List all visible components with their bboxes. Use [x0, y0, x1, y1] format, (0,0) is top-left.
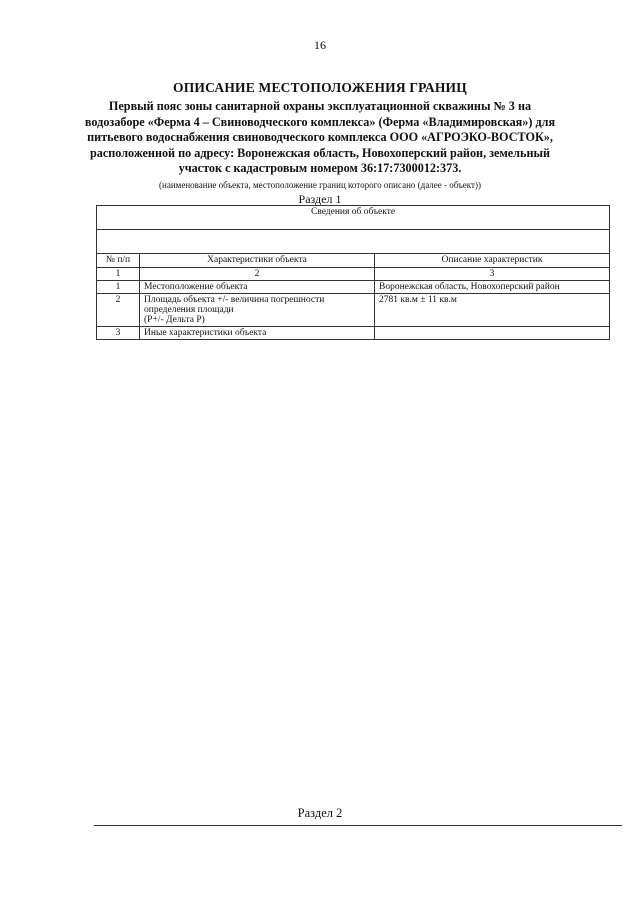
row-characteristic — [140, 294, 375, 327]
table-row — [97, 327, 610, 340]
row-description: 2781 кв.м ± 11 кв.м — [375, 294, 610, 327]
page-number: 16 — [314, 38, 326, 52]
table-caption-row — [97, 206, 610, 230]
table-row — [97, 281, 610, 294]
characteristic-line: Площадь объекта +/- величина погрешности — [144, 295, 325, 305]
section-2-label: Раздел 2 — [297, 806, 343, 820]
document-title: ОПИСАНИЕ МЕСТОПОЛОЖЕНИЯ ГРАНИЦ — [173, 80, 467, 95]
header-description: Описание характеристик — [375, 254, 610, 268]
title-note: (наименование объекта, местоположение границ которого описано (далее - объект)) — [159, 179, 481, 190]
table-caption: Сведения об объекте — [97, 206, 610, 230]
row-characteristic: Местоположение объекта — [140, 281, 375, 294]
table-blank-row — [97, 230, 610, 254]
table-blank-cell — [97, 230, 610, 254]
title-block — [80, 80, 560, 191]
characteristic-line: (P+/- Дельта P) — [144, 315, 205, 325]
bottom-rule — [94, 825, 622, 826]
characteristic-line: определения площади — [144, 305, 234, 315]
subtitle-line: питьевого водоснабжения свиноводческого комплекса ООО «АГРОЭКО-ВОСТОК», — [87, 130, 553, 144]
header-number: № п/п — [97, 254, 140, 268]
row-number: 1 — [97, 281, 140, 294]
object-info-table — [96, 205, 610, 340]
column-number: 3 — [375, 268, 610, 281]
row-number: 2 — [97, 294, 140, 327]
subtitle-line: Первый пояс зоны санитарной охраны эксплуатационной скважины № 3 на — [108, 99, 532, 113]
table-header-row — [97, 254, 610, 268]
row-description — [375, 327, 610, 340]
row-number: 3 — [97, 327, 140, 340]
header-characteristic: Характеристики объекта — [140, 254, 375, 268]
table-row — [97, 294, 610, 327]
column-number: 1 — [97, 268, 140, 281]
column-number: 2 — [140, 268, 375, 281]
document-subtitle — [80, 99, 560, 177]
subtitle-line: водозаборе «Ферма 4 – Свиноводческого комплекса» (Ферма «Владимировская») для — [84, 114, 556, 129]
section-1-label: Раздел 1 — [298, 192, 342, 206]
row-characteristic: Иные характеристики объекта — [140, 327, 375, 340]
row-description: Воронежская область, Новохоперский район — [375, 281, 610, 294]
subtitle-line: участок с кадастровым номером 36:17:7300012:373. — [178, 161, 462, 175]
subtitle-line: расположенной по адресу: Воронежская область, Новохоперский район, земельный — [89, 145, 551, 160]
column-numbers-row — [97, 268, 610, 281]
